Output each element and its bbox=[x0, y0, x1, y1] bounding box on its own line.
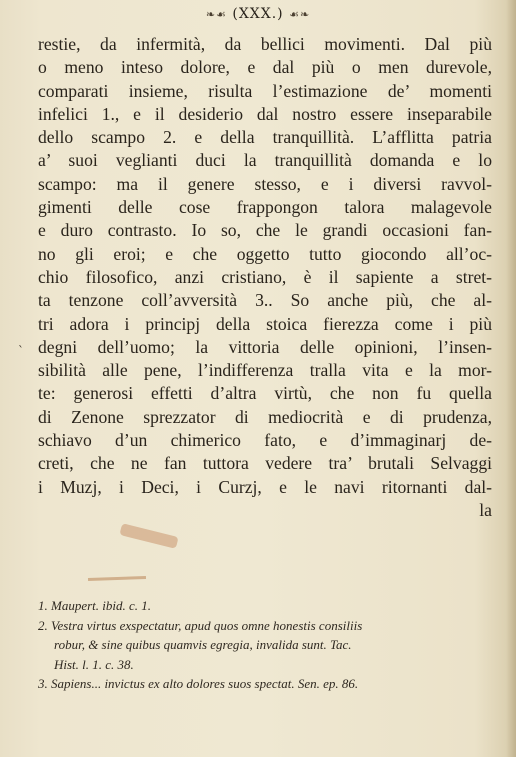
paper-stain bbox=[119, 523, 178, 549]
text-line: scampo: ma il genere stesso, e i diversi ravvol- bbox=[38, 173, 492, 194]
text-line: infelici 1., e il desiderio dal nostro essere inseparabile bbox=[38, 103, 492, 124]
text-line: o meno inteso dolore, e dal più o men durevole, bbox=[38, 57, 492, 78]
body-text bbox=[38, 33, 492, 522]
text-line: no gli eroi; e che oggetto tutto giocondo all’oc- bbox=[38, 243, 492, 264]
text-line: ta tenzone coll’avversità 3.. So anche più, che al- bbox=[38, 290, 492, 311]
footnote-line: Hist. l. 1. c. 38. bbox=[54, 656, 134, 672]
footnotes bbox=[38, 596, 492, 694]
text-line: tri adora i principj della stoica fierezza come i più bbox=[38, 313, 492, 334]
catchword: la bbox=[479, 499, 492, 520]
text-line: degni dell’uomo; la vittoria delle opinioni, l’insen- bbox=[38, 336, 492, 357]
footnote-line: 2. Vestra virtus exspectatur, apud quos omne honestis consiliis bbox=[38, 617, 363, 633]
margin-mark: ` bbox=[18, 344, 24, 358]
text-line: comparati insieme, risulta l’estimazione de’ momenti bbox=[38, 80, 492, 101]
footnote-line: 3. Sapiens... invictus ex alto dolores suos spectat. Sen. ep. 86. bbox=[38, 676, 359, 691]
footnote-line: 1. Maupert. ibid. c. 1. bbox=[38, 598, 152, 613]
footnote-rule-stain bbox=[88, 576, 146, 581]
left-ornament-icon: ❧☙ bbox=[205, 8, 227, 21]
right-ornament-icon: ☙❧ bbox=[289, 8, 311, 21]
text-line: dello scampo 2. e della tranquillità. L’afflitta patria bbox=[38, 127, 492, 148]
text-line: gimenti delle cose frappongon talora malagevole bbox=[38, 197, 492, 218]
text-line: chio filosofico, anzi cristiano, è il sapiente a stret- bbox=[38, 266, 492, 287]
text-line: schiavo d’un chimerico fato, e d’immaginarj de- bbox=[38, 430, 492, 451]
page-number: (XXX.) bbox=[232, 6, 284, 22]
text-line: di Zenone sprezzator di mediocrità e di prudenza, bbox=[38, 406, 492, 427]
text-line: creti, che ne fan tuttora vedere tra’ brutali Selvaggi bbox=[38, 453, 492, 474]
text-line: sibilità alle pene, l’indifferenza tralla vita e la mor- bbox=[38, 360, 492, 381]
text-line: a’ suoi veglianti duci la tranquillità domanda e lo bbox=[38, 150, 492, 171]
page-header bbox=[0, 6, 516, 22]
text-line: te: generosi effetti d’altra virtù, che non fu quella bbox=[38, 383, 492, 404]
text-line: e duro contrasto. Io so, che le grandi occasioni fan- bbox=[38, 220, 492, 241]
text-line: restie, da infermità, da bellici movimenti. Dal più bbox=[38, 34, 492, 54]
text-line: i Muzj, i Deci, i Curzj, e le navi ritornanti dal- bbox=[38, 476, 492, 497]
footnote-line: robur, & sine quibus quamvis egregia, invalida sunt. Tac. bbox=[54, 637, 352, 652]
